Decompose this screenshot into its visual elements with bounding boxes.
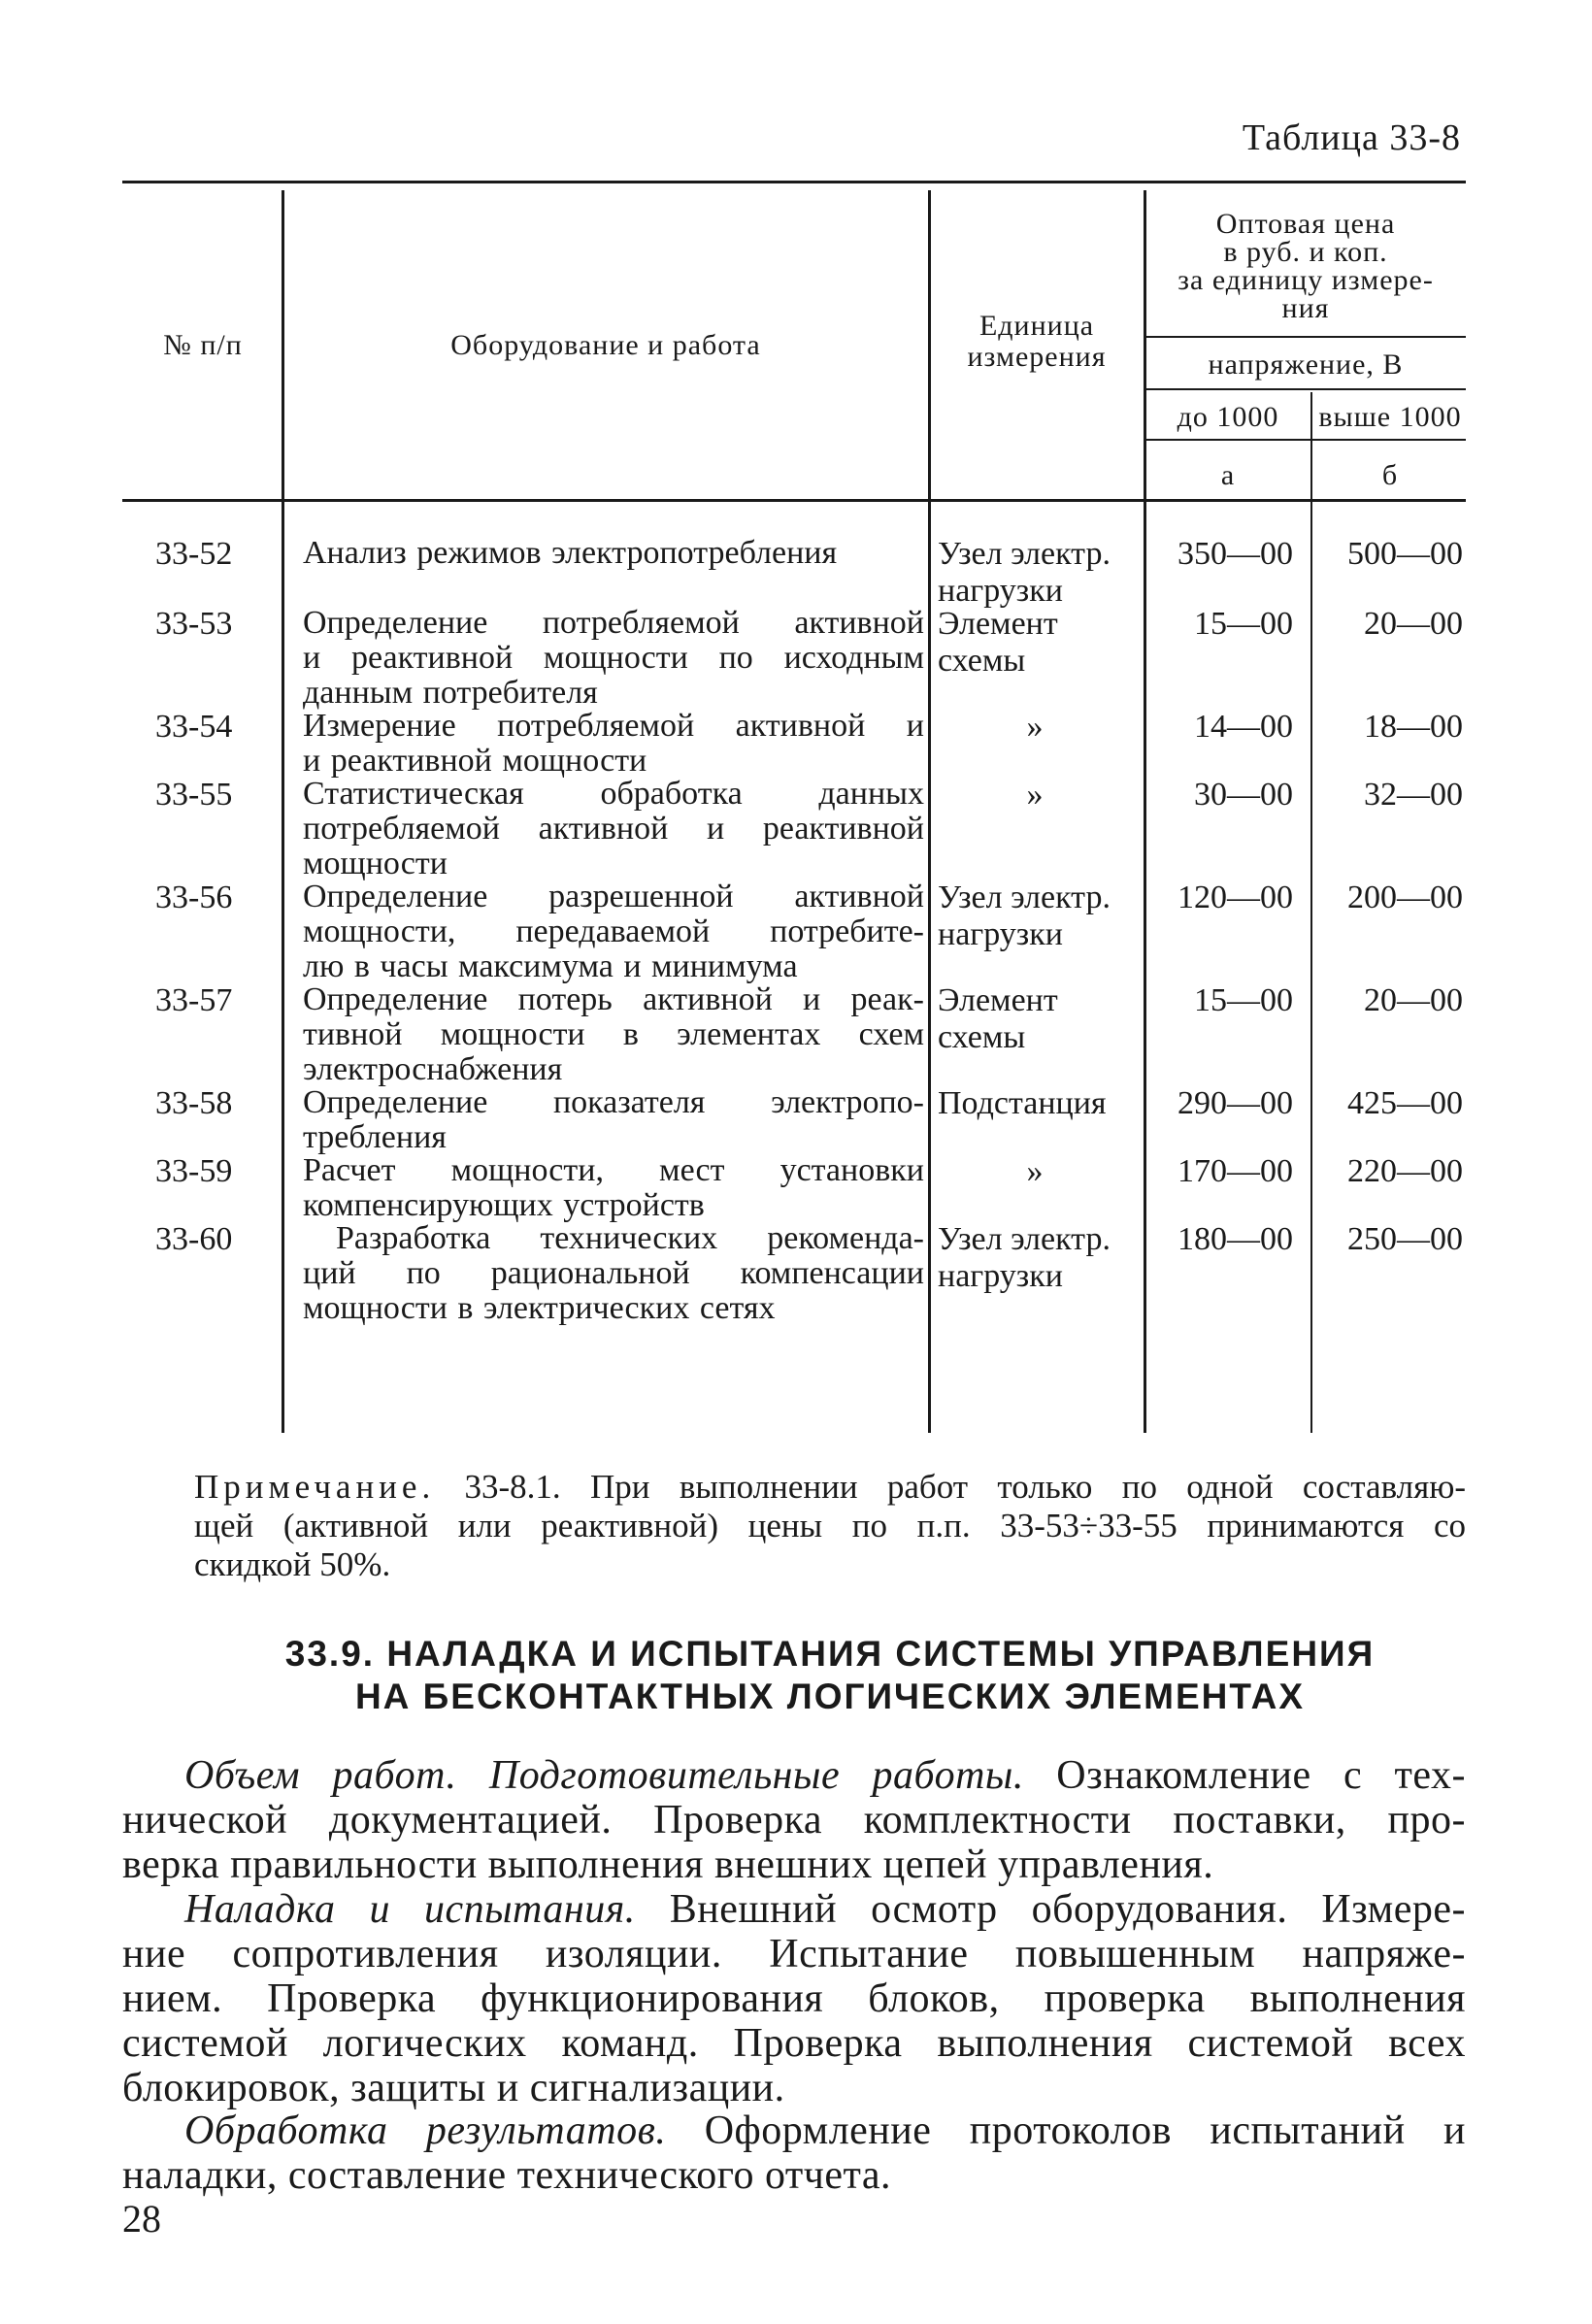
row-price-b: 20—00 — [1364, 606, 1463, 642]
row-price-b: 200—00 — [1347, 880, 1463, 915]
row-unit: Подстанция — [938, 1085, 1107, 1121]
section-heading-line1: 33.9. НАЛАДКА И ИСПЫТАНИЯ СИСТЕМЫ УПРАВЛЕНИЯ — [284, 1634, 1376, 1674]
row-unit: Узел электр. нагрузки — [938, 536, 1111, 609]
row-price-a: 350—00 — [1177, 536, 1293, 572]
header-up-to-1000: до 1000 — [1177, 401, 1279, 433]
row-unit: » — [1026, 1153, 1044, 1189]
col-divider-2 — [928, 190, 931, 1433]
paragraph-adjustment-lead: Наладка и испытания. — [184, 1887, 636, 1932]
header-price-line3: за единицу измере- — [1177, 264, 1434, 296]
page-number: 28 — [122, 2197, 161, 2241]
subheader-rule — [1145, 388, 1466, 390]
row-num: 33-52 — [155, 536, 233, 572]
row-price-a: 14—00 — [1194, 709, 1293, 745]
row-unit: Элемент схемы — [938, 606, 1058, 679]
section-heading-line2: НА БЕСКОНТАКТНЫХ ЛОГИЧЕСКИХ ЭЛЕМЕНТАХ — [354, 1677, 1306, 1716]
paragraph-results: Обработка результатов. Оформление протоколов испытаний и наладки, составление технического отчета. — [122, 2108, 1466, 2198]
row-price-a: 120—00 — [1177, 880, 1293, 915]
header-price — [1147, 210, 1464, 322]
header-price-line4: ния — [1281, 292, 1330, 324]
row-price-a: 170—00 — [1177, 1153, 1293, 1189]
voltage-rule — [1145, 336, 1466, 338]
header-work: Оборудование и работа — [450, 329, 761, 361]
row-work: Определение разрешенной активной мощности, передаваемой потребите- лю в часы максимума и минимума — [303, 879, 924, 984]
row-work: Измерение потребляемой активной и и реактивной мощности — [303, 708, 924, 779]
paragraph-adjustment: Наладка и испытания. Внешний осмотр оборудования. Измере- ние сопротивления изоляции. Испытание повышенным напряже- нием. Проверка функционирования блоков, проверка выполнения системой логических команд. Проверка выполнения системой всех блокировок, защиты и сигнализации. — [122, 1887, 1466, 2110]
row-work: Статистическая обработка данных потребляемой активной и реактивной мощности — [303, 776, 924, 881]
table-caption: Таблица 33-8 — [1242, 117, 1461, 158]
row-price-a: 15—00 — [1194, 982, 1293, 1018]
header-col-a: а — [1220, 459, 1236, 491]
row-price-b: 32—00 — [1364, 777, 1463, 813]
row-num: 33-58 — [155, 1085, 233, 1121]
row-work: Определение потерь активной и реак- тивной мощности в элементах схем электроснабжения — [303, 981, 924, 1087]
paragraph-scope-lead: Объем работ. Подготовительные работы. — [184, 1753, 1024, 1798]
subheader-rule-2 — [1145, 439, 1466, 441]
col-divider-1 — [282, 190, 284, 1433]
note-label: Примечание. — [194, 1468, 436, 1506]
row-price-b: 425—00 — [1347, 1085, 1463, 1121]
header-unit-line1: Единица — [978, 310, 1095, 342]
row-num: 33-56 — [155, 880, 233, 915]
row-price-b: 18—00 — [1364, 709, 1463, 745]
header-price-line2: в руб. и коп. — [1223, 236, 1388, 268]
row-unit: Узел электр. нагрузки — [938, 1221, 1111, 1294]
row-work: Анализ режимов электропотребления — [303, 535, 838, 571]
note-line3: скидкой 50%. — [194, 1545, 391, 1583]
row-num: 33-55 — [155, 777, 233, 813]
row-price-b: 250—00 — [1347, 1221, 1463, 1257]
table-top-rule — [122, 181, 1466, 183]
paragraph-scope: Объем работ. Подготовительные работы. Ознакомление с тех- нической документацией. Проверка комплектности поставки, про- верка правильности выполнения внешних цепей управления. — [122, 1753, 1466, 1887]
row-price-a: 30—00 — [1194, 777, 1293, 813]
row-work: Расчет мощности, мест установки компенсирующих устройств — [303, 1152, 924, 1223]
note-line1: 33-8.1. При выполнении работ только по одной составляю- — [435, 1468, 1466, 1506]
row-num: 33-60 — [155, 1221, 233, 1257]
row-unit: Узел электр. нагрузки — [938, 880, 1111, 952]
header-voltage: напряжение, В — [1208, 349, 1404, 381]
section-heading — [194, 1633, 1466, 1718]
row-num: 33-54 — [155, 709, 233, 745]
note-line2: щей (активной или реактивной) цены по п.п. 33-53÷33-55 принимаются со — [194, 1507, 1466, 1544]
row-price-a: 290—00 — [1177, 1085, 1293, 1121]
row-work: Определение показателя электропо- требления — [303, 1084, 924, 1155]
paragraph-results-lead: Обработка результатов. — [184, 2108, 667, 2153]
header-unit-line2: измерения — [967, 341, 1107, 373]
header-num: № п/п — [163, 329, 243, 361]
row-price-b: 220—00 — [1347, 1153, 1463, 1189]
row-num: 33-57 — [155, 982, 233, 1018]
table-note — [194, 1468, 1466, 1584]
header-unit — [932, 311, 1142, 373]
row-price-b: 20—00 — [1364, 982, 1463, 1018]
table-header-bottom-rule — [122, 499, 1466, 502]
header-above-1000: выше 1000 — [1318, 401, 1462, 433]
row-price-a: 15—00 — [1194, 606, 1293, 642]
header-price-line1: Оптовая цена — [1215, 208, 1396, 240]
header-col-b: б — [1381, 459, 1399, 491]
row-work: Разработка технических рекоменда- ций по рациональной компенсации мощности в электрических сетях — [303, 1220, 924, 1326]
row-unit: » — [1026, 777, 1044, 813]
row-unit: » — [1026, 709, 1044, 745]
row-price-b: 500—00 — [1347, 536, 1463, 572]
col-divider-3 — [1144, 190, 1146, 1433]
row-unit: Элемент схемы — [938, 982, 1058, 1055]
col-divider-4 — [1310, 392, 1312, 1433]
row-work: Определение потребляемой активной и реактивной мощности по исходным данным потребителя — [303, 605, 924, 711]
row-price-a: 180—00 — [1177, 1221, 1293, 1257]
row-num: 33-53 — [155, 606, 233, 642]
row-num: 33-59 — [155, 1153, 233, 1189]
